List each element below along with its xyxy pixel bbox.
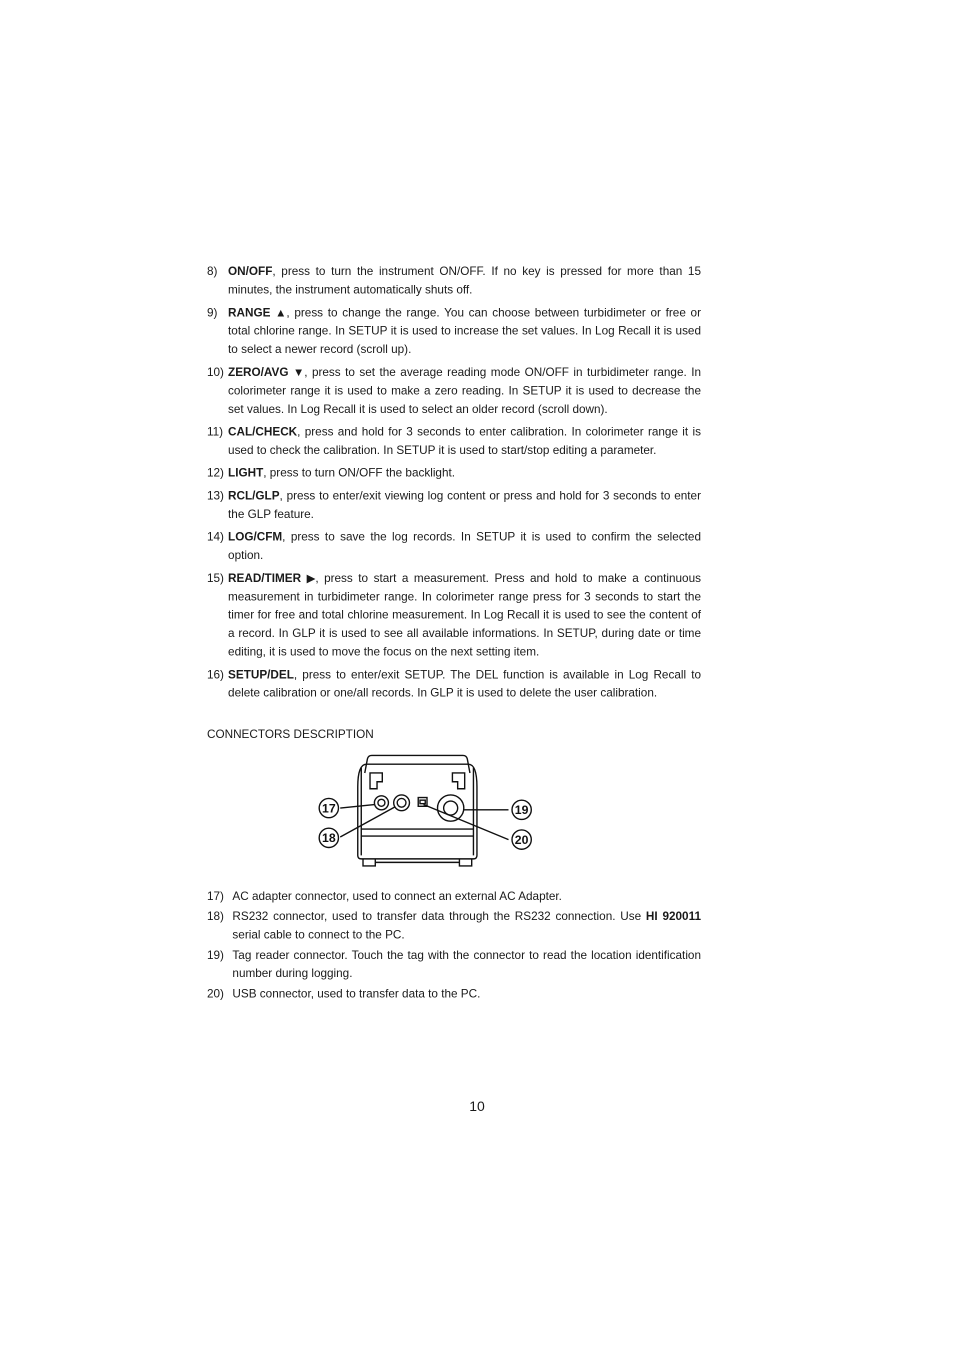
item-text [228,486,701,523]
connector-description: USB connector, used to transfer data to the PC. [232,986,481,1000]
item-text [228,363,701,418]
item-number: 14) [207,530,224,544]
connectors-figure [207,752,640,876]
callout-17-label: 17 [322,801,336,816]
item-description: , press to change the range. You can choose between turbidimeter or free or total chlorine range. In SETUP it is used to increase the set values. In Log Recall it is used to select a newer record (scroll up). [228,305,701,356]
item-text [228,569,701,661]
item-number: 18) [207,909,224,923]
callout-19-label: 19 [514,803,529,818]
item-description: , press to enter/exit viewing log content or press and hold for 3 seconds to enter the GLP feature. [228,489,701,521]
instrument-back-diagram [207,752,640,876]
key-name: RANGE [228,305,271,319]
item-number: 20) [207,986,224,1000]
callout-20-label: 20 [514,832,529,847]
list-item [207,528,701,565]
cable-model: HI 920011 [645,909,701,923]
latch-right [452,773,464,789]
device-foot-right [459,859,471,866]
list-item [207,363,701,418]
device-foot-left [363,859,375,866]
item-number: 15) [207,571,224,585]
key-name: LIGHT [228,466,264,480]
right-arrow-icon: ▶ [306,571,316,585]
item-text [232,907,701,944]
connector-description: Tag reader connector. Touch the tag with the connector to read the location identification number during logging. [232,948,701,980]
item-text [228,262,701,299]
item-text [228,303,701,358]
list-item [207,946,701,983]
key-name: ON/OFF [228,264,273,278]
connector-description: RS232 connector, used to transfer data through the RS232 connection. Use [232,909,646,923]
connectors-list [207,887,701,1003]
item-text [228,422,701,459]
item-text [228,464,701,482]
list-item [207,486,701,523]
key-name: LOG/CFM [228,530,283,544]
manual-content [207,262,701,1004]
item-number: 8) [207,264,218,278]
up-arrow-icon: ▲ [275,305,287,319]
item-number: 10) [207,365,224,379]
list-item [207,262,701,299]
list-item [207,984,701,1002]
item-description: , press and hold for 3 seconds to enter calibration. In colorimeter range it is used to check the calibration. In SETUP it is used to start/stop editing a parameter. [228,425,701,457]
item-number: 13) [207,489,224,503]
item-number: 17) [207,889,224,903]
item-number: 9) [207,305,218,319]
item-description: , press to set the average reading mode ON/OFF in turbidimeter range. In colorimeter range it is used to make a zero reading. In SETUP it is used to decrease the set values. In Log Recall it is used to select an older record (scroll down). [228,365,701,416]
down-arrow-icon: ▼ [292,365,305,379]
item-text [228,665,701,702]
rs232-connector [394,795,410,811]
list-item [207,569,701,661]
item-number: 16) [207,667,224,681]
item-description: , press to start a measurement. Press and hold to make a continuous measurement in turbidimeter range. In colorimeter range press for 3 seconds to start the timer for free and total chlorine measurement. In Log Recall it is used to see the content of a record. In GLP it is used to see all available informations. In SETUP, during date or time editing, it is used to move the focus on the next setting item. [228,571,701,659]
ac-adapter-connector [374,796,388,810]
item-number: 12) [207,466,224,480]
key-name: ZERO/AVG [228,365,289,379]
item-description: , press to enter/exit SETUP. The DEL function is available in Log Recall to delete calibration or one/all records. In GLP it is used to delete the user calibration. [228,667,701,700]
item-text [232,984,701,1002]
key-name: SETUP/DEL [228,667,294,681]
list-item [207,464,701,482]
latch-left [370,773,382,789]
item-text [232,946,701,983]
item-text [232,887,701,905]
item-text [228,528,701,565]
item-description: , press to turn the instrument ON/OFF. If no key is pressed for more than 15 minutes, the instrument automatically shuts off. [228,264,701,297]
callout-18-label: 18 [322,831,336,846]
list-item [207,303,701,358]
device-body [358,764,477,859]
list-item [207,665,701,702]
key-name: RCL/GLP [228,489,280,503]
item-number: 11) [207,425,224,439]
list-item [207,422,701,459]
item-description: , press to save the log records. In SETUP it is used to confirm the selected option. [228,530,701,562]
key-name: CAL/CHECK [228,425,298,439]
connector-description: AC adapter connector, used to connect an external AC Adapter. [232,889,562,903]
section-heading: CONNECTORS DESCRIPTION [207,727,374,741]
tag-reader-connector [438,795,464,821]
page-number: 10 [469,1098,485,1114]
item-description: , press to turn ON/OFF the backlight. [263,466,456,480]
key-name: READ/TIMER [228,571,302,585]
list-item [207,907,701,944]
item-number: 19) [207,948,224,962]
list-item [207,887,701,905]
connector-description-tail: serial cable to connect to the PC. [232,928,405,942]
